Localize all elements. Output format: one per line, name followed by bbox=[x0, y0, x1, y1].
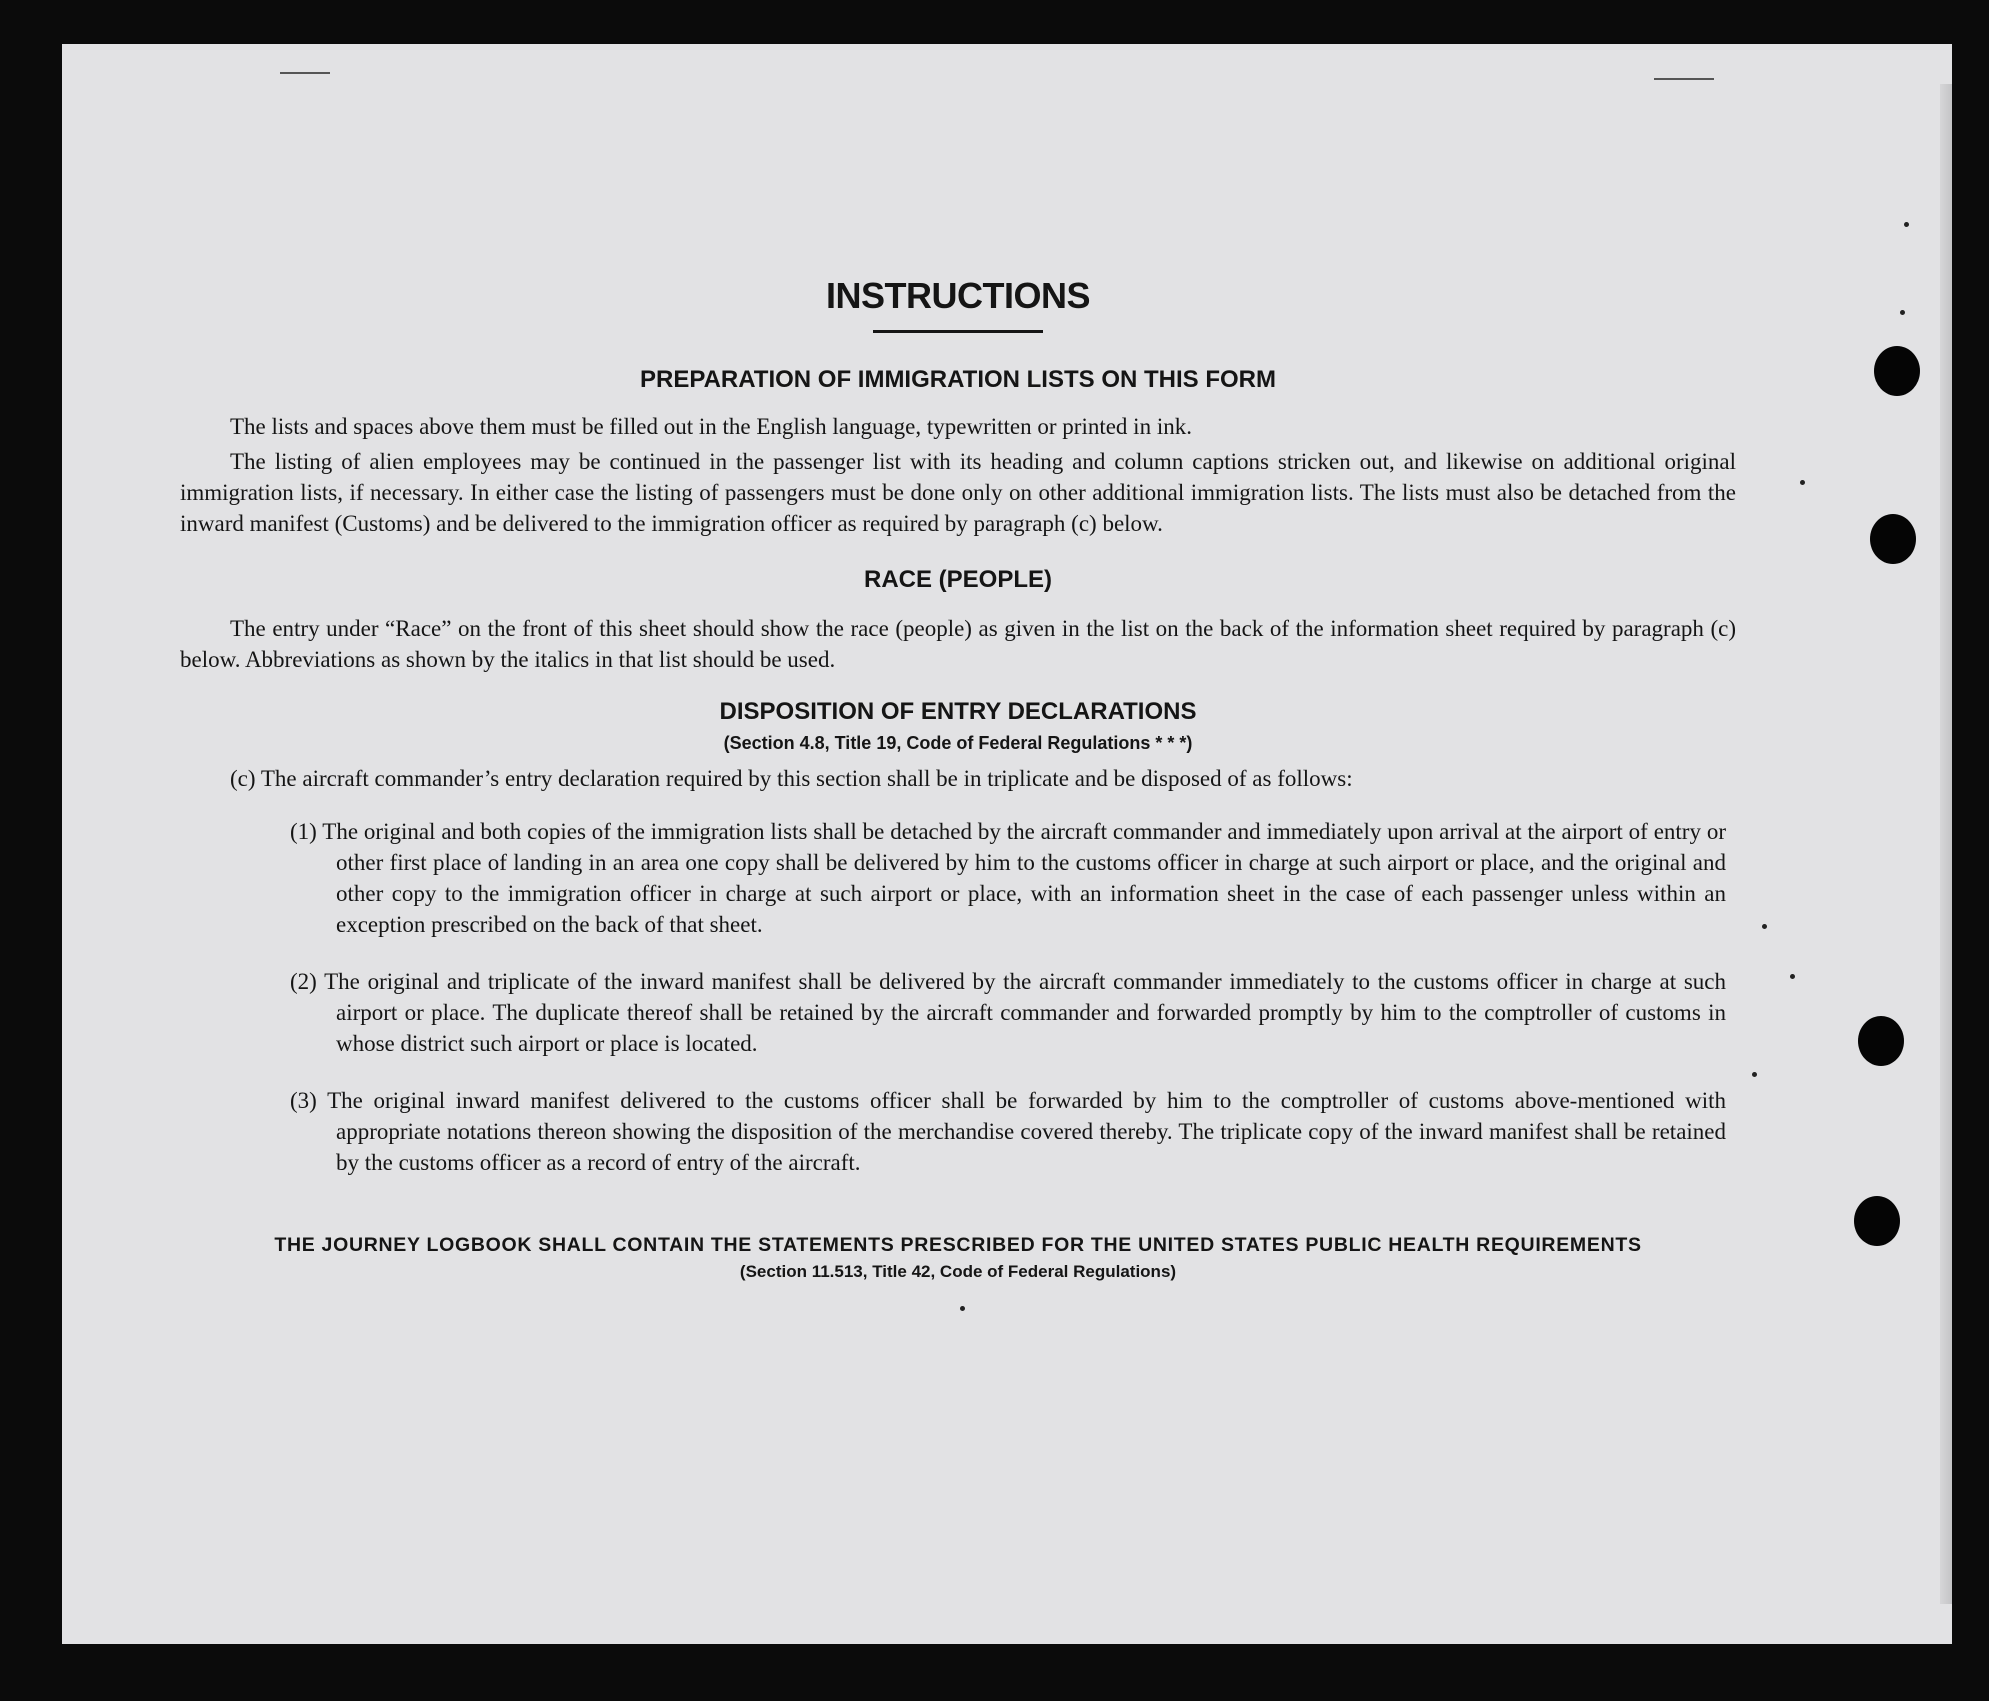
footer-heading: THE JOURNEY LOGBOOK SHALL CONTAIN THE STATEMENTS PRESCRIBED FOR THE UNITED STATES PUBLIC HEALTH REQUIREMENTS bbox=[274, 1234, 1642, 1256]
binder-hole bbox=[1870, 514, 1916, 564]
scan-mark bbox=[1654, 78, 1714, 80]
section-heading-preparation: PREPARATION OF IMMIGRATION LISTS ON THIS FORM bbox=[640, 366, 1276, 393]
paragraph: The listing of alien employees may be continued in the passenger list with its heading and column captions stricken out, and likewise on additional original immigration lists, if necessary. In either case the listing of passengers must be done only on other additional immigration lists. The lists must also be detached from the inward manifest (Customs) and be delivered to the immigration officer as required by paragraph (c) below. bbox=[180, 449, 1736, 536]
paragraph: The lists and spaces above them must be filled out in the English language, typewritten or printed in ink. bbox=[230, 414, 1192, 439]
paragraph: The entry under “Race” on the front of this sheet should show the race (people) as given in the list on the back of the information sheet required by paragraph (c) below. Abbreviations as shown by the italics in that list should be used. bbox=[180, 616, 1736, 672]
section-heading-disposition: DISPOSITION OF ENTRY DECLARATIONS bbox=[719, 698, 1197, 725]
document-page bbox=[62, 44, 1952, 1644]
scan-speck bbox=[1800, 480, 1805, 485]
paper-edge bbox=[1940, 84, 1952, 1604]
binder-hole bbox=[1858, 1016, 1904, 1066]
scan-speck bbox=[960, 1306, 965, 1311]
section-heading-race: RACE (PEOPLE) bbox=[863, 566, 1052, 593]
list-item: (1) The original and both copies of the immigration lists shall be detached by the aircraft commander and immediately upon arrival at the airport of entry or other first place of landing in an area one copy shall be delivered by him to the customs officer in charge at such airport or place, and the original and other copy to the immigration officer in charge at such airport or place, with an information sheet in the case of each passenger unless within an exception prescribed on the back of that sheet. bbox=[290, 819, 1726, 937]
binder-hole bbox=[1854, 1196, 1900, 1246]
page-title: INSTRUCTIONS bbox=[826, 275, 1090, 316]
instructions-content bbox=[180, 274, 1736, 1284]
scan-speck bbox=[1762, 924, 1767, 929]
section-citation: (Section 4.8, Title 19, Code of Federal Regulations * * *) bbox=[723, 733, 1193, 753]
paragraph-c: (c) The aircraft commander’s entry declaration required by this section shall be in triplicate and be disposed of as follows: bbox=[230, 766, 1353, 791]
scan-mark bbox=[280, 72, 330, 74]
scan-speck bbox=[1752, 1072, 1757, 1077]
title-underline bbox=[873, 330, 1043, 333]
footer-citation: (Section 11.513, Title 42, Code of Federal Regulations) bbox=[739, 1262, 1177, 1281]
list-item: (2) The original and triplicate of the inward manifest shall be delivered by the aircraft commander immediately to the customs officer in charge at such airport or place. The duplicate thereof shall be retained by the aircraft commander and forwarded promptly by him to the comptroller of customs in whose district such airport or place is located. bbox=[290, 969, 1726, 1056]
binder-hole bbox=[1874, 346, 1920, 396]
scan-speck bbox=[1790, 974, 1795, 979]
section-preparation bbox=[180, 411, 1736, 539]
list-item: (3) The original inward manifest delivered to the customs officer shall be forwarded by him to the comptroller of customs above-mentioned with appropriate notations thereon showing the disposition of the merchandise covered thereby. The triplicate copy of the inward manifest shall be retained by the customs officer as a record of entry of the aircraft. bbox=[290, 1088, 1726, 1175]
scan-speck bbox=[1900, 310, 1905, 315]
scan-speck bbox=[1904, 222, 1909, 227]
